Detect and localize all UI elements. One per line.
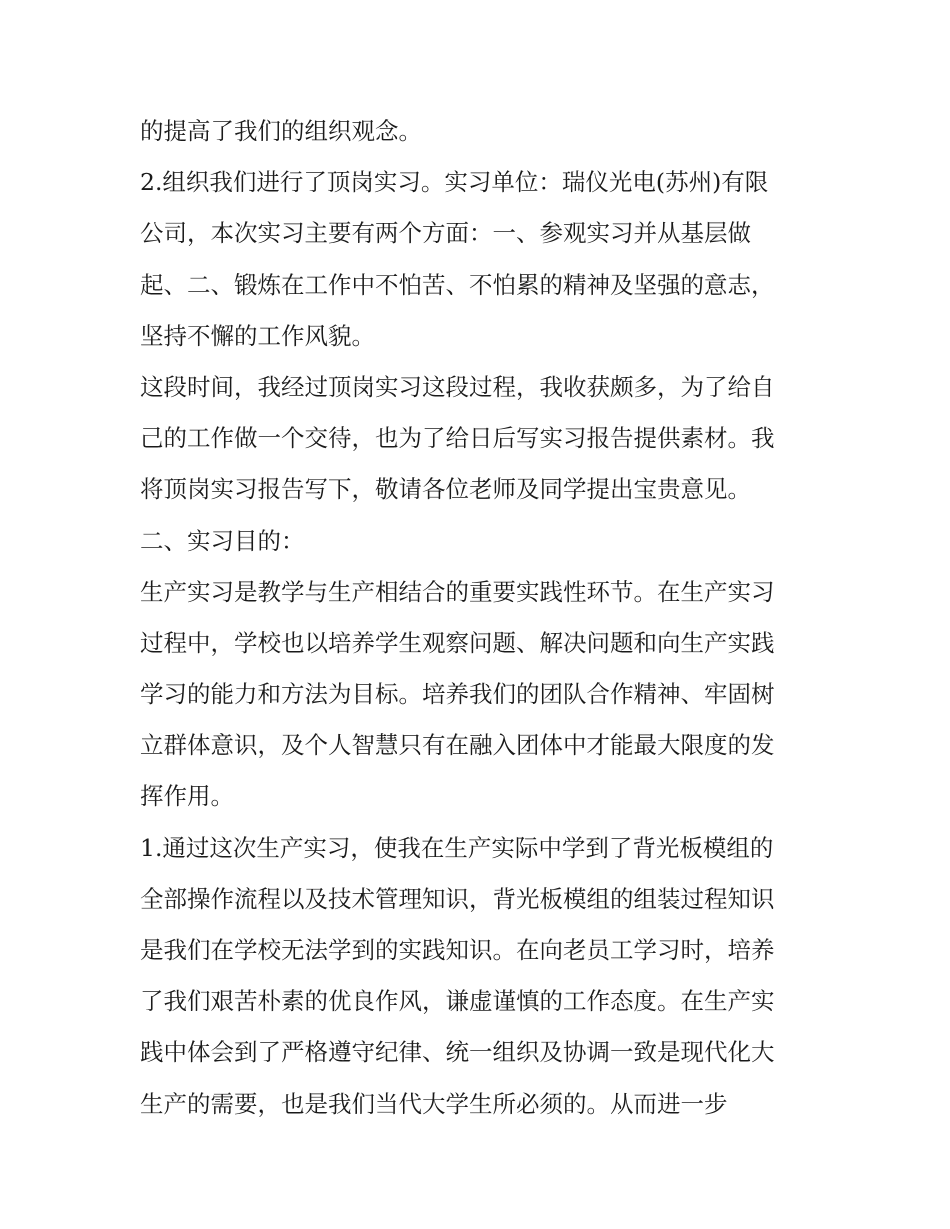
- text-line: 1.通过这次生产实习，使我在生产实际中学到了背光板模组的: [140, 833, 774, 862]
- body-text: [140, 106, 815, 1130]
- text-line: 这段时间，我经过顶岗实习这段过程，我收获颇多，为了给自: [140, 372, 775, 401]
- text-line: 践中体会到了严格遵守纪律、统一组织及协调一致是现代化大: [140, 1038, 775, 1067]
- text-line: 公司，本次实习主要有两个方面：一、参观实习并从基层做: [140, 219, 751, 248]
- text-line: 过程中，学校也以培养学生观察问题、解决问题和向生产实践: [140, 628, 775, 657]
- text-line: 己的工作做一个交待，也为了给日后写实习报告提供素材。我: [140, 424, 775, 453]
- text-line: 挥作用。: [140, 782, 234, 811]
- text-line: 立群体意识，及个人智慧只有在融入团体中才能最大限度的发: [140, 731, 775, 760]
- text-line: 学习的能力和方法为目标。培养我们的团队合作精神、牢固树: [140, 680, 775, 709]
- section-heading: 二、实习目的：: [140, 526, 305, 555]
- text-line: 生产的需要，也是我们当代大学生所必须的。从而进一步: [140, 1089, 728, 1118]
- text-line: 全部操作流程以及技术管理知识，背光板模组的组装过程知识: [140, 884, 775, 913]
- text-line: 将顶岗实习报告写下，敬请各位老师及同学提出宝贵意见。: [140, 475, 751, 504]
- text-line: 的提高了我们的组织观念。: [140, 117, 422, 145]
- text-line: 坚持不懈的工作风貌。: [140, 321, 375, 350]
- text-line: 起、二、锻炼在工作中不怕苦、不怕累的精神及坚强的意志，: [140, 270, 775, 299]
- text-line: 了我们艰苦朴素的优良作风，谦虚谨慎的工作态度。在生产实: [140, 987, 775, 1016]
- text-line: 2.组织我们进行了顶岗实习。实习单位：瑞仪光电(苏州)有限: [140, 168, 769, 197]
- text-line: 是我们在学校无法学到的实践知识。在向老员工学习时，培养: [140, 936, 775, 964]
- text-line: 生产实习是教学与生产相结合的重要实践性环节。在生产实习: [140, 577, 775, 606]
